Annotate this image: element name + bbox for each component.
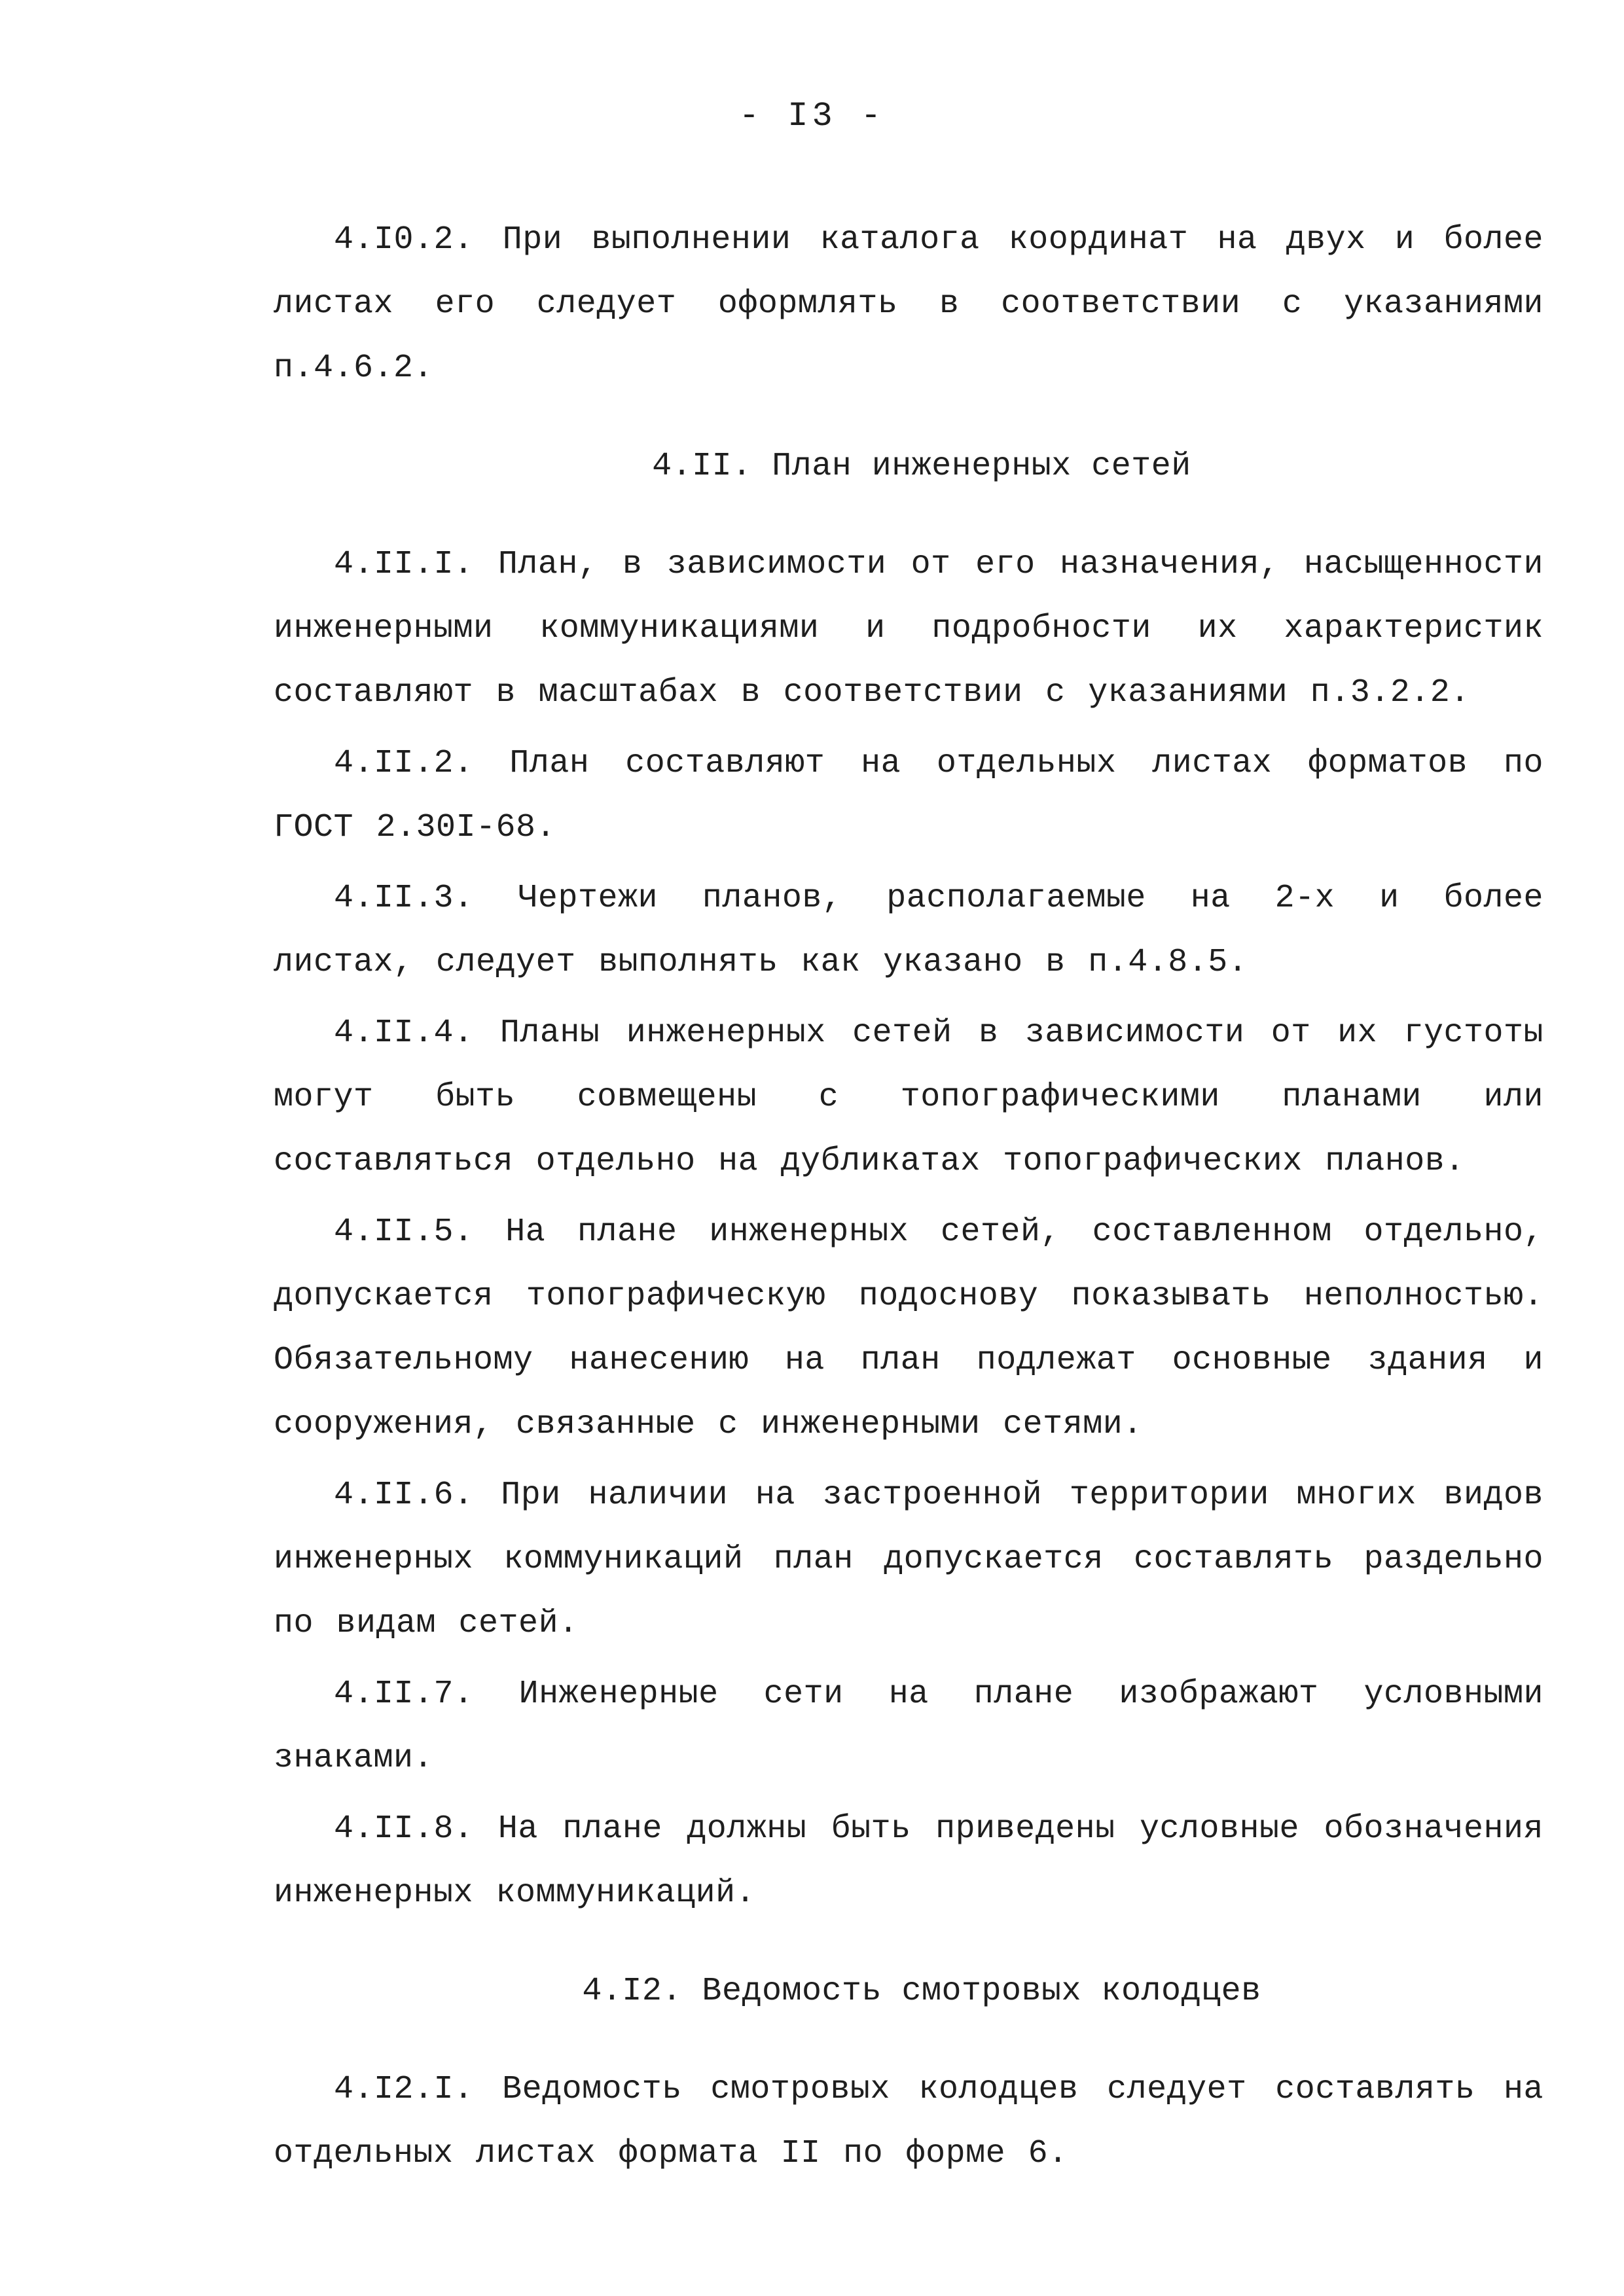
paragraph-4-11-1: 4.II.I. План, в зависимости от его назначения, насыщенности инженерными коммуникациями и подробности их характеристик составляют в масштабах в соответствии с указаниями п.3.2.2.	[274, 546, 1543, 711]
paragraph-4-11-2: 4.II.2. План составляют на отдельных листах форматов по ГОСТ 2.30I-68.	[274, 745, 1543, 846]
paragraph-4-10-2: 4.I0.2. При выполнении каталога координат на двух и более листах его следует оформлять в соответствии с указаниями п.4.6.2.	[274, 221, 1543, 387]
section-heading-4-11: 4.II. План инженерных сетей	[652, 448, 1191, 485]
section-heading-4-12: 4.I2. Ведомость смотровых колодцев	[582, 1973, 1261, 2010]
paragraph-4-12-1: 4.I2.I. Ведомость смотровых колодцев следует составлять на отдельных листах формата II по форме 6.	[274, 2071, 1543, 2172]
paragraph-4-11-5: 4.II.5. На плане инженерных сетей, составленном отдельно, допускается топографическую подоснову показывать неполностью. Обязательному нанесению на план подлежат основные здания и сооружения, связанные с инженерными сетями.	[274, 1213, 1543, 1443]
paragraph-4-11-8: 4.II.8. На плане должны быть приведены условные обозначения инженерных коммуникаций.	[274, 1810, 1543, 1912]
paragraph-4-11-3: 4.II.3. Чертежи планов, располагаемые на 2-х и более листах, следует выполнять как указано в п.4.8.5.	[274, 880, 1543, 981]
paragraph-4-11-6: 4.II.6. При наличии на застроенной территории многих видов инженерных коммуникаций план допускается составлять раздельно по видам сетей.	[274, 1477, 1543, 1642]
page-number: - I3 -	[738, 97, 886, 135]
paragraph-4-11-7: 4.II.7. Инженерные сети на плане изображают условными знаками.	[274, 1676, 1543, 1777]
paragraph-4-11-4: 4.II.4. Планы инженерных сетей в зависимости от их густоты могут быть совмещены с топографическими планами или составляться отдельно на дубликатах топографических планов.	[274, 1014, 1543, 1180]
document-body	[274, 208, 1543, 2193]
